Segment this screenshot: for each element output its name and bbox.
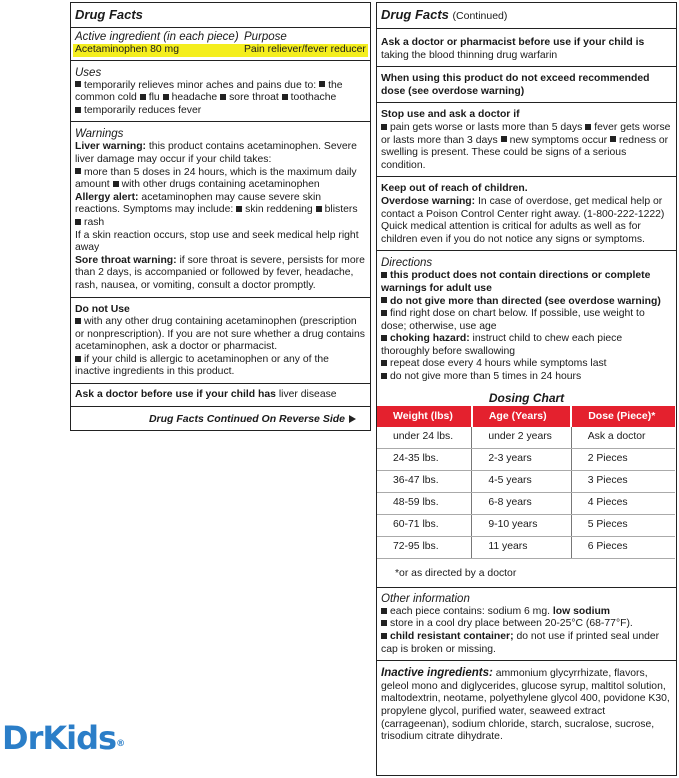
column-header: Weight (lbs) bbox=[377, 406, 472, 427]
table-cell: 11 years bbox=[472, 537, 571, 559]
directions-item: find right dose on chart below. If possible, use weight to dose; otherwise, use age bbox=[381, 308, 645, 332]
dosing-chart-note: *or as directed by a doctor bbox=[395, 568, 517, 580]
active-ingredient-highlight bbox=[73, 44, 368, 57]
drug-facts-panel-back bbox=[376, 2, 677, 776]
bullet-square-icon bbox=[220, 94, 226, 100]
bullet-square-icon bbox=[75, 168, 81, 174]
bullet-square-icon bbox=[381, 124, 387, 130]
table-cell: 60-71 lbs. bbox=[377, 515, 472, 537]
other-info-item: store in a cool dry place between 20-25°C (68-77°F). bbox=[381, 618, 672, 631]
bullet-square-icon bbox=[381, 360, 387, 366]
dosing-chart-title: Dosing Chart bbox=[488, 390, 565, 405]
bullet-square-icon bbox=[381, 335, 387, 341]
bullet-square-icon bbox=[113, 181, 119, 187]
ask-pharmacist: Ask a doctor or pharmacist before use if your child is taking the blood thinning drug warfarin bbox=[381, 37, 645, 61]
uses-item-fever: temporarily reduces fever bbox=[75, 105, 366, 118]
keep-out-of-reach: Keep out of reach of children. bbox=[381, 183, 528, 195]
bullet-square-icon bbox=[381, 608, 387, 614]
bullet-square-icon bbox=[585, 124, 591, 130]
bullet-square-icon bbox=[75, 107, 81, 113]
uses-list: temporarily relieves minor aches and pains due to: the common cold flu headache sore throat toothache bbox=[75, 79, 343, 104]
directions-item: do not give more than directed (see overdose warning) bbox=[381, 296, 672, 309]
bullet-square-icon bbox=[163, 94, 169, 100]
drug-facts-panel-front bbox=[70, 2, 371, 431]
purpose-value: Pain reliever/fever reducer bbox=[244, 44, 366, 55]
bullet-square-icon bbox=[501, 136, 507, 142]
table-cell: 2 Pieces bbox=[571, 449, 675, 471]
allergy-alert: Allergy alert: acetaminophen may cause severe skin reactions. Symptoms may include: skin reddening blisters rash bbox=[75, 191, 358, 228]
liver-warning: Liver warning: this product contains acetaminophen. Severe liver damage may occur if your child takes: bbox=[75, 141, 357, 165]
table-cell: 5 Pieces bbox=[571, 515, 675, 537]
bullet-square-icon bbox=[140, 94, 146, 100]
table-cell: 2-3 years bbox=[472, 449, 571, 471]
table-row bbox=[377, 515, 675, 537]
drug-facts-title: Drug Facts bbox=[75, 7, 143, 22]
bullet-square-icon bbox=[316, 206, 322, 212]
bullet-square-icon bbox=[319, 81, 325, 87]
table-cell: under 24 lbs. bbox=[377, 427, 472, 449]
table-cell: 3 Pieces bbox=[571, 471, 675, 493]
bullet-square-icon bbox=[381, 297, 387, 303]
directions-item: do not give more than 5 times in 24 hours bbox=[381, 371, 672, 384]
active-ingredient-label: Active ingredient (in each piece) bbox=[75, 31, 239, 43]
table-row bbox=[377, 427, 675, 449]
do-not-use-title: Do not Use bbox=[75, 303, 130, 315]
bullet-square-icon bbox=[610, 136, 616, 142]
liver-warning-item: more than 5 doses in 24 hours, which is the maximum daily amount with other drugs containing acetaminophen bbox=[75, 166, 357, 191]
dosing-chart-header bbox=[377, 406, 675, 427]
bullet-square-icon bbox=[75, 81, 81, 87]
bullet-square-icon bbox=[236, 206, 242, 212]
other-info-item: each piece contains: sodium 6 mg. low sodium bbox=[381, 606, 672, 619]
table-cell: 36-47 lbs. bbox=[377, 471, 472, 493]
bullet-square-icon bbox=[75, 219, 81, 225]
stop-use-list: pain gets worse or lasts more than 5 days fever gets worse or lasts more than 3 days new symptoms occur redness or swelling is present. These could be signs of a serious condition. bbox=[381, 121, 671, 171]
dosing-chart bbox=[377, 406, 675, 559]
overdose-warning: Overdose warning: In case of overdose, get medical help or contact a Poison Control Center right away. (1-800-222-1222) Quick medical attention is critical for adults as well as for children even if you do not notice any signs or symptoms. bbox=[381, 195, 665, 245]
bullet-square-icon bbox=[381, 633, 387, 639]
warnings-title: Warnings bbox=[75, 128, 124, 141]
stop-use-title: Stop use and ask a doctor if bbox=[381, 109, 520, 121]
dose-limit-warning: When using this product do not exceed recommended dose (see overdose warning) bbox=[381, 73, 650, 97]
bullet-square-icon bbox=[381, 272, 387, 278]
directions-item: this product does not contain directions or complete warnings for adult use bbox=[381, 270, 651, 294]
table-row bbox=[377, 471, 675, 493]
table-row bbox=[377, 449, 675, 471]
bullet-square-icon bbox=[381, 620, 387, 626]
drkids-logo: DrKids® bbox=[2, 719, 125, 757]
purpose-label: Purpose bbox=[244, 31, 287, 43]
table-cell: 9-10 years bbox=[472, 515, 571, 537]
directions-title: Directions bbox=[381, 257, 433, 270]
allergy-after: If a skin reaction occurs, stop use and seek medical help right away bbox=[75, 229, 359, 254]
bullet-square-icon bbox=[75, 318, 81, 324]
other-info-item: child resistant container; do not use if printed seal under cap is broken or missing. bbox=[381, 631, 660, 655]
ask-doctor-before-use: Ask a doctor before use if your child has liver disease bbox=[75, 389, 337, 401]
table-cell: 4 Pieces bbox=[571, 493, 675, 515]
sore-throat-warning: Sore throat warning: if sore throat is severe, persists for more than 2 days, is accompanied or followed by fever, headache, rash, nausea, or vomiting, consult a doctor promptly. bbox=[75, 254, 365, 291]
table-row bbox=[377, 537, 675, 559]
bullet-square-icon bbox=[381, 373, 387, 379]
arrow-right-icon bbox=[349, 415, 356, 423]
table-cell: 72-95 lbs. bbox=[377, 537, 472, 559]
bullet-square-icon bbox=[282, 94, 288, 100]
table-cell: 6 Pieces bbox=[571, 537, 675, 559]
do-not-use-item: with any other drug containing acetaminophen (prescription or nonprescription). If you are not sure whether a drug contains acetaminophen, ask a doctor or pharmacist. bbox=[75, 316, 365, 353]
table-cell: 48-59 lbs. bbox=[377, 493, 472, 515]
uses-title: Uses bbox=[75, 66, 102, 79]
column-header: Age (Years) bbox=[472, 406, 571, 427]
drug-facts-continued-title: Drug Facts (Continued) bbox=[381, 7, 508, 22]
other-information-title: Other information bbox=[381, 592, 470, 605]
table-row bbox=[377, 493, 675, 515]
table-cell: 6-8 years bbox=[472, 493, 571, 515]
inactive-ingredients: Inactive ingredients: ammonium glycyrrhizate, flavors, geleol mono and diglycerides, glucose syrup, maltitol solution, maltodextrin, neotame, polyethylene glycol 400, povidone K30, propylene glycol, purified water, seaweed extract (carrageenan), sodium chloride, starch, sucralose, sucrose, trisodium citrate dihydrate. bbox=[381, 667, 670, 743]
directions-item: repeat dose every 4 hours while symptoms last bbox=[381, 358, 672, 371]
directions-item: choking hazard: instruct child to chew each piece thoroughly before swallowing bbox=[381, 333, 623, 357]
bullet-square-icon bbox=[381, 310, 387, 316]
column-header: Dose (Piece)* bbox=[571, 406, 675, 427]
table-cell: 4-5 years bbox=[472, 471, 571, 493]
table-cell: under 2 years bbox=[472, 427, 571, 449]
table-cell: Ask a doctor bbox=[571, 427, 675, 449]
do-not-use-item: if your child is allergic to acetaminophen or any of the inactive ingredients in this product. bbox=[75, 353, 329, 378]
active-ingredient-value: Acetaminophen 80 mg bbox=[75, 44, 179, 55]
table-cell: 24-35 lbs. bbox=[377, 449, 472, 471]
continued-on-reverse: Drug Facts Continued On Reverse Side bbox=[71, 407, 370, 426]
bullet-square-icon bbox=[75, 356, 81, 362]
